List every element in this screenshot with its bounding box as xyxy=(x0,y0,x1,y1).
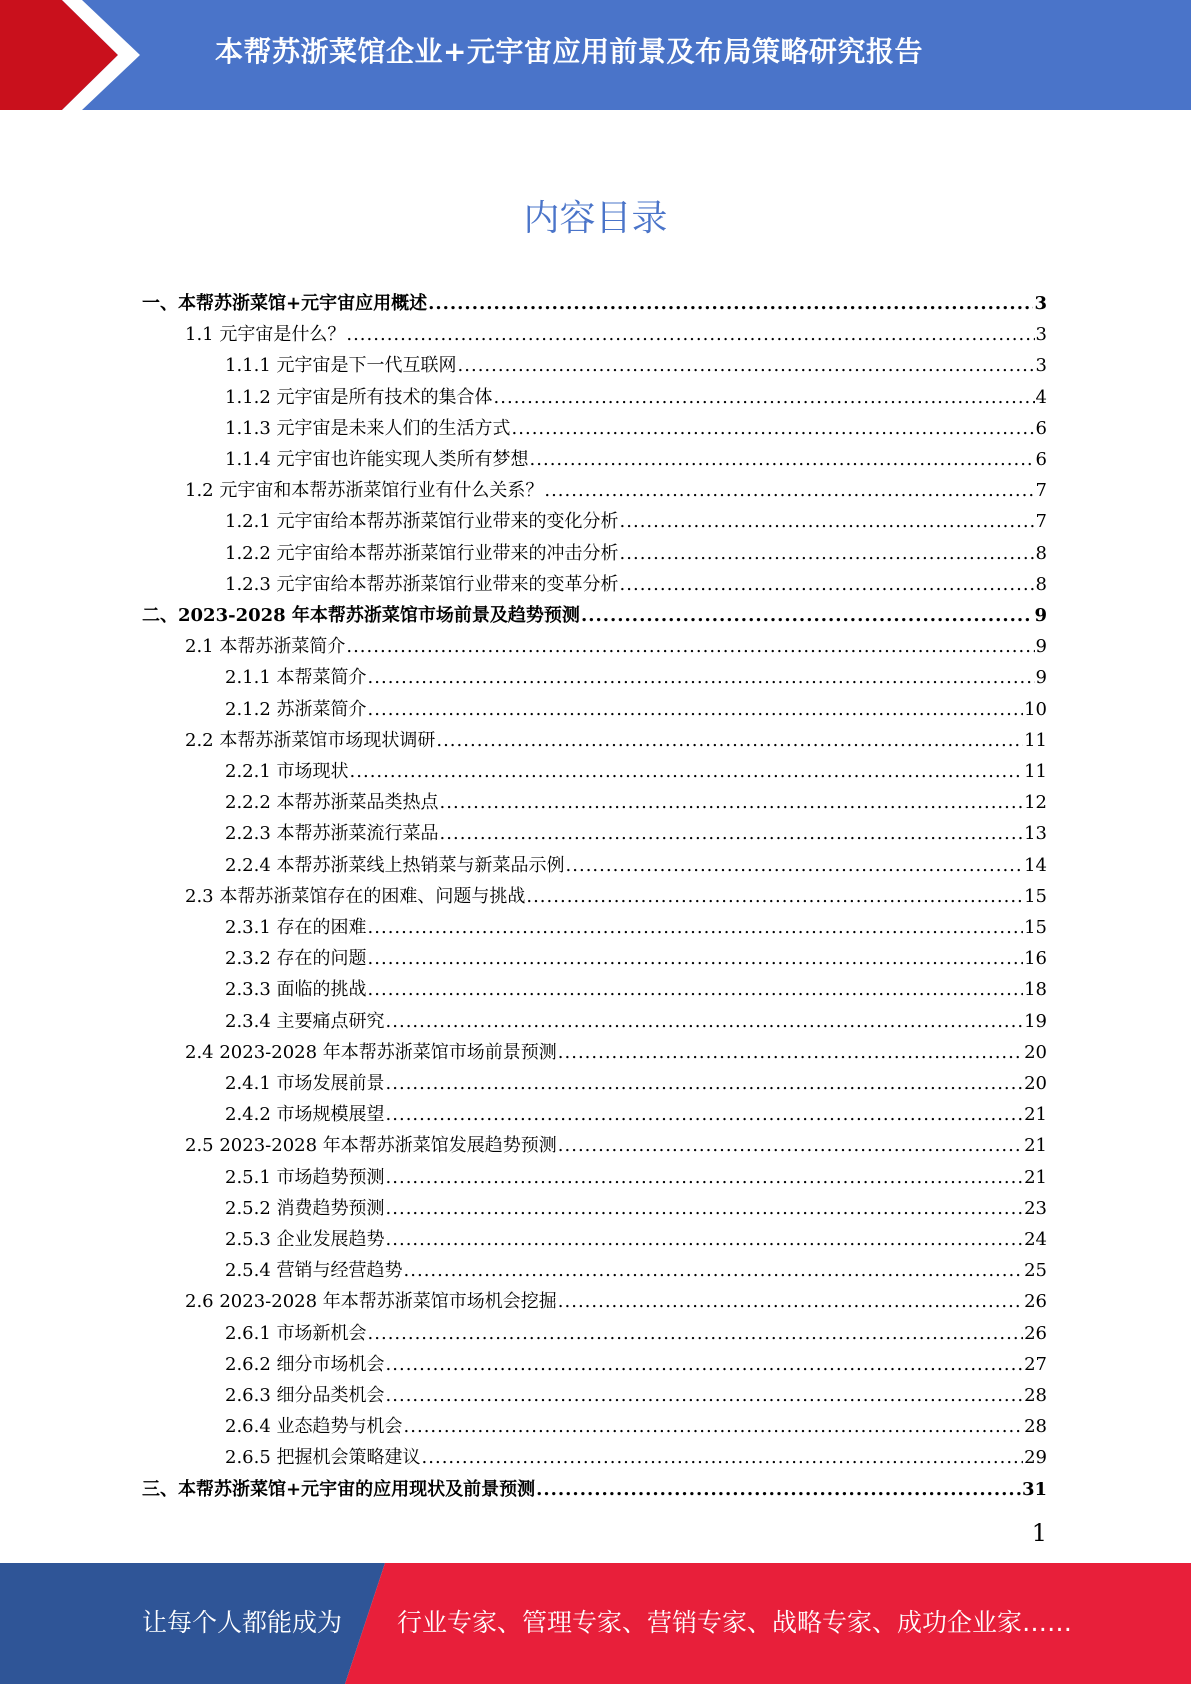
toc-entry-page: 3 xyxy=(1035,355,1047,377)
toc-entry-title: 2.1 本帮苏浙菜简介 xyxy=(185,636,346,658)
toc-entry-page: 21 xyxy=(1024,1135,1047,1157)
toc-dot-leader xyxy=(386,1228,1024,1252)
toc-entry-page: 11 xyxy=(1024,729,1047,751)
toc-entry-title: 2.1.2 苏浙菜简介 xyxy=(225,698,367,720)
report-title: 本帮苏浙菜馆企业+元宇宙应用前景及布局策略研究报告 xyxy=(215,35,923,68)
footer-slogan-left: 让每个人都能成为 xyxy=(142,1608,343,1637)
toc-entry-title: 1.2.2 元宇宙给本帮苏浙菜馆行业带来的冲击分析 xyxy=(225,542,619,564)
toc-dot-leader xyxy=(422,1446,1024,1470)
toc-entry[interactable] xyxy=(225,566,1047,597)
toc-entry-page: 15 xyxy=(1024,917,1047,938)
toc-entry-title: 2.5.4 营销与经营趋势 xyxy=(225,1260,403,1282)
toc-entry-title: 一、本帮苏浙菜馆+元宇宙应用概述 xyxy=(142,293,428,314)
toc-entry-title: 2.6.2 细分市场机会 xyxy=(225,1353,385,1375)
toc-dot-leader xyxy=(512,417,1035,441)
toc-entry[interactable] xyxy=(225,1065,1047,1096)
toc-entry-title: 2.3.1 存在的困难 xyxy=(225,917,367,938)
page-number: 1 xyxy=(1031,1519,1047,1547)
toc-entry-title: 2.2.1 市场现状 xyxy=(225,761,349,782)
toc-dot-leader xyxy=(404,1415,1024,1439)
toc-entry-page: 31 xyxy=(1021,1478,1047,1500)
toc-dot-leader xyxy=(368,698,1024,722)
toc-entry[interactable] xyxy=(185,1127,1047,1158)
toc-entry-title: 2.5.3 企业发展趋势 xyxy=(225,1229,385,1250)
toc-entry-title: 2.3.4 主要痛点研究 xyxy=(225,1010,385,1032)
header-arrow-decoration xyxy=(0,0,160,110)
toc-entry[interactable] xyxy=(225,379,1047,410)
toc-entry[interactable] xyxy=(185,878,1047,909)
toc-entry-title: 2.5.2 消费趋势预测 xyxy=(225,1197,385,1219)
toc-entry-title: 1.2 元宇宙和本帮苏浙菜馆行业有什么关系？ xyxy=(185,480,544,502)
toc-entry[interactable] xyxy=(225,1315,1047,1346)
toc-entry-title: 2.3.3 面临的挑战 xyxy=(225,979,367,1001)
toc-entry-title: 2.6.1 市场新机会 xyxy=(225,1322,367,1344)
toc-entry-title: 2.6.5 把握机会策略建议 xyxy=(225,1447,421,1469)
toc-entry[interactable] xyxy=(185,722,1047,753)
toc-entry[interactable] xyxy=(225,659,1047,690)
toc-entry-page: 18 xyxy=(1024,979,1047,1001)
page-footer xyxy=(0,1563,1191,1684)
toc-entry[interactable] xyxy=(185,1034,1047,1065)
toc-dot-leader xyxy=(440,791,1024,815)
toc-entry[interactable] xyxy=(225,847,1047,878)
toc-entry[interactable] xyxy=(225,1096,1047,1127)
toc-dot-leader xyxy=(558,1134,1023,1158)
toc-entry-page: 7 xyxy=(1035,511,1047,533)
toc-entry[interactable] xyxy=(225,1003,1047,1034)
toc-entry[interactable] xyxy=(225,691,1047,722)
toc-entry[interactable] xyxy=(185,628,1047,659)
toc-entry-title: 2.1.1 本帮菜简介 xyxy=(225,667,367,689)
toc-entry-page: 13 xyxy=(1024,823,1047,845)
toc-dot-leader xyxy=(386,1010,1024,1034)
toc-entry-page: 20 xyxy=(1024,1073,1047,1094)
toc-dot-leader xyxy=(386,1197,1024,1221)
toc-entry-page: 8 xyxy=(1035,542,1047,564)
toc-dot-leader xyxy=(558,1041,1023,1065)
toc-entry-page: 26 xyxy=(1024,1291,1047,1313)
toc-entry-title: 2.5 2023-2028 年本帮苏浙菜馆发展趋势预测 xyxy=(185,1135,557,1157)
toc-entry[interactable] xyxy=(142,597,1047,628)
toc-entry-title: 1.1.1 元宇宙是下一代互联网 xyxy=(225,355,457,377)
toc-entry-page: 12 xyxy=(1024,792,1047,814)
toc-dot-leader xyxy=(404,1259,1024,1283)
toc-entry[interactable] xyxy=(225,971,1047,1002)
toc-entry-page: 29 xyxy=(1024,1447,1047,1469)
toc-entry[interactable] xyxy=(225,784,1047,815)
toc-entry-page: 21 xyxy=(1024,1166,1047,1188)
toc-entry-title: 1.2.3 元宇宙给本帮苏浙菜馆行业带来的变革分析 xyxy=(225,573,619,595)
toc-entry[interactable] xyxy=(225,1252,1047,1283)
toc-dot-leader xyxy=(428,292,1033,316)
toc-dot-leader xyxy=(368,666,1035,690)
toc-entry[interactable] xyxy=(225,347,1047,378)
toc-entry[interactable] xyxy=(142,1471,1047,1502)
toc-entry-title: 三、本帮苏浙菜馆+元宇宙的应用现状及前景预测 xyxy=(142,1478,536,1500)
toc-entry-title: 1.1 元宇宙是什么？ xyxy=(185,324,346,346)
toc-entry[interactable] xyxy=(225,940,1047,971)
toc-entry[interactable] xyxy=(225,753,1047,784)
toc-entry-page: 27 xyxy=(1024,1353,1047,1375)
toc-entry[interactable] xyxy=(225,1377,1047,1408)
toc-entry[interactable] xyxy=(225,535,1047,566)
toc-entry-page: 16 xyxy=(1024,948,1047,970)
toc-entry-page: 3 xyxy=(1034,293,1047,314)
toc-entry[interactable] xyxy=(225,1190,1047,1221)
toc-entry-page: 23 xyxy=(1024,1197,1047,1219)
toc-entry-page: 26 xyxy=(1024,1322,1047,1344)
toc-dot-leader xyxy=(346,635,1034,659)
toc-entry[interactable] xyxy=(225,1346,1047,1377)
toc-entry-title: 二、2023-2028 年本帮苏浙菜馆市场前景及趋势预测 xyxy=(142,605,580,626)
toc-entry-page: 25 xyxy=(1024,1260,1047,1282)
toc-entry-page: 4 xyxy=(1035,386,1047,408)
toc-entry-page: 21 xyxy=(1024,1104,1047,1126)
toc-dot-leader xyxy=(558,1290,1023,1314)
toc-entry-title: 2.2.2 本帮苏浙菜品类热点 xyxy=(225,792,439,814)
toc-dot-leader xyxy=(530,448,1035,472)
toc-entry[interactable] xyxy=(185,316,1047,347)
toc-entry-title: 2.3 本帮苏浙菜馆存在的困难、问题与挑战 xyxy=(185,885,526,907)
toc-dot-leader xyxy=(620,510,1035,534)
toc-entry-page: 3 xyxy=(1035,324,1047,346)
toc-entry-page: 14 xyxy=(1024,854,1047,876)
toc-dot-leader xyxy=(620,573,1035,597)
toc-dot-leader xyxy=(386,1353,1024,1377)
toc-entry-title: 2.6.3 细分品类机会 xyxy=(225,1385,385,1406)
toc-dot-leader xyxy=(458,354,1035,378)
toc-entry[interactable] xyxy=(142,285,1047,316)
toc-entry-title: 1.1.4 元宇宙也许能实现人类所有梦想 xyxy=(225,449,529,470)
toc-entry-page: 28 xyxy=(1024,1385,1047,1406)
toc-entry-page: 28 xyxy=(1024,1416,1047,1438)
toc-entry-title: 2.2.3 本帮苏浙菜流行菜品 xyxy=(225,823,439,845)
footer-slogan-right: 行业专家、管理专家、营销专家、战略专家、成功企业家…… xyxy=(397,1608,1073,1637)
toc-dot-leader xyxy=(566,854,1024,878)
toc-dot-leader xyxy=(494,386,1035,410)
toc-entry[interactable] xyxy=(225,1408,1047,1439)
toc-entry-title: 2.3.2 存在的问题 xyxy=(225,948,367,970)
toc-entry[interactable] xyxy=(225,1439,1047,1470)
toc-dot-leader xyxy=(544,479,1034,503)
toc-entry-title: 2.2 本帮苏浙菜馆市场现状调研 xyxy=(185,729,436,751)
toc-entry-title: 2.5.1 市场趋势预测 xyxy=(225,1166,385,1188)
toc-dot-leader xyxy=(368,978,1024,1002)
toc-entry-page: 10 xyxy=(1024,698,1047,720)
toc-entry[interactable] xyxy=(225,1159,1047,1190)
toc-dot-leader xyxy=(536,1478,1021,1502)
toc-entry-page: 9 xyxy=(1034,605,1047,626)
toc-dot-leader xyxy=(581,604,1034,628)
toc-entry[interactable] xyxy=(225,815,1047,846)
toc-entry-page: 9 xyxy=(1035,636,1047,658)
toc-entry[interactable] xyxy=(225,909,1047,940)
toc-entry-title: 2.6.4 业态趋势与机会 xyxy=(225,1416,403,1438)
toc-entry-title: 2.6 2023-2028 年本帮苏浙菜馆市场机会挖掘 xyxy=(185,1291,557,1313)
toc-entry-title: 1.1.3 元宇宙是未来人们的生活方式 xyxy=(225,417,511,439)
page-header xyxy=(0,0,1191,110)
toc-entry[interactable] xyxy=(225,503,1047,534)
toc-dot-leader xyxy=(440,822,1024,846)
toc-entry[interactable] xyxy=(225,441,1047,472)
toc-entry-page: 24 xyxy=(1024,1229,1047,1250)
toc-entry-title: 1.1.2 元宇宙是所有技术的集合体 xyxy=(225,386,493,408)
toc-entry-title: 2.4.1 市场发展前景 xyxy=(225,1073,385,1094)
toc-entry-title: 2.4 2023-2028 年本帮苏浙菜馆市场前景预测 xyxy=(185,1041,557,1063)
toc-entry-title: 2.4.2 市场规模展望 xyxy=(225,1104,385,1126)
toc-entry-page: 11 xyxy=(1024,761,1047,782)
toc-heading: 内容目录 xyxy=(523,198,668,239)
toc-dot-leader xyxy=(620,542,1035,566)
toc-entry-page: 6 xyxy=(1035,449,1047,470)
toc-dot-leader xyxy=(386,1384,1024,1408)
toc-entry-page: 15 xyxy=(1024,885,1047,907)
toc-entry-page: 20 xyxy=(1024,1041,1047,1063)
toc-dot-leader xyxy=(368,916,1024,940)
toc-dot-leader xyxy=(350,760,1024,784)
toc-dot-leader xyxy=(368,1322,1024,1346)
toc-entry[interactable] xyxy=(185,1283,1047,1314)
toc-entry[interactable] xyxy=(185,472,1047,503)
toc-entry-page: 19 xyxy=(1024,1010,1047,1032)
toc-dot-leader xyxy=(526,885,1023,909)
toc-entry-title: 1.2.1 元宇宙给本帮苏浙菜馆行业带来的变化分析 xyxy=(225,511,619,533)
toc-dot-leader xyxy=(346,323,1034,347)
toc-dot-leader xyxy=(368,947,1024,971)
toc-dot-leader xyxy=(386,1072,1024,1096)
toc-dot-leader xyxy=(386,1166,1024,1190)
toc-entry[interactable] xyxy=(225,1221,1047,1252)
toc-entry[interactable] xyxy=(225,410,1047,441)
toc-entry-page: 8 xyxy=(1035,573,1047,595)
toc-entry-page: 6 xyxy=(1035,417,1047,439)
toc-dot-leader xyxy=(386,1103,1024,1127)
toc-entry-page: 9 xyxy=(1035,667,1047,689)
toc-dot-leader xyxy=(436,729,1023,753)
toc-entry-title: 2.2.4 本帮苏浙菜线上热销菜与新菜品示例 xyxy=(225,854,565,876)
toc-entry-page: 7 xyxy=(1035,480,1047,502)
